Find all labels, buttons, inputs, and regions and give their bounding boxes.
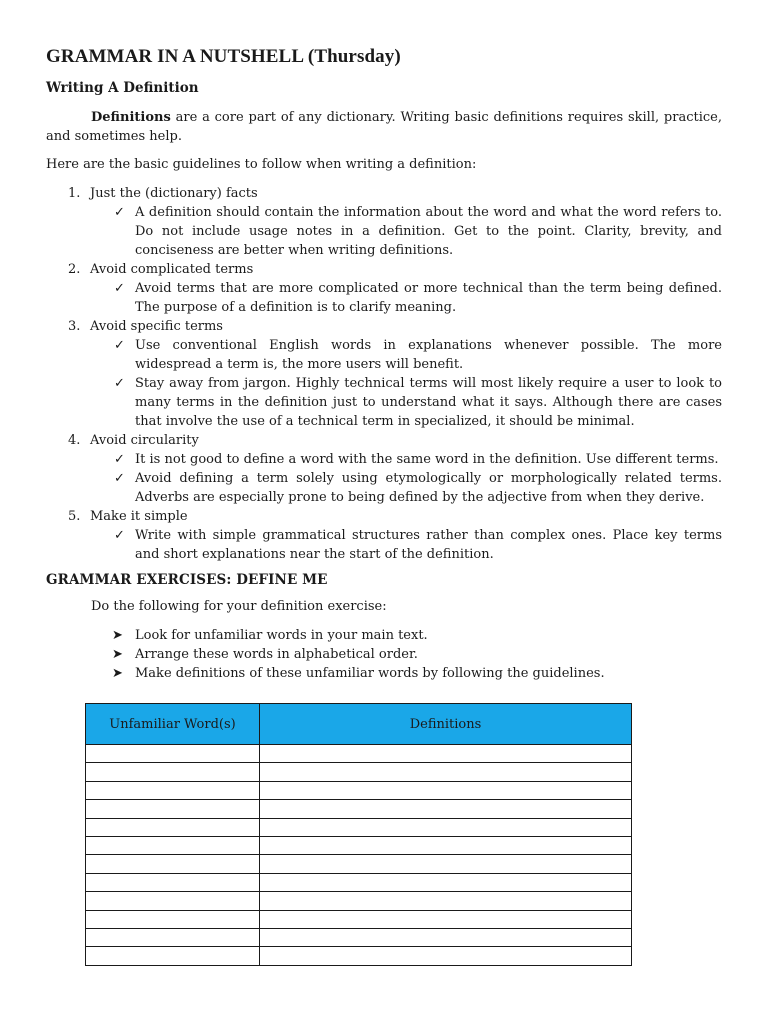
word-cell[interactable] [86, 947, 260, 965]
arrow-bullet-icon: ➤ [112, 628, 123, 643]
exercise-step [46, 645, 722, 664]
definition-cell[interactable] [260, 947, 632, 965]
intro-bold-term: Definitions [91, 110, 171, 125]
document-page [46, 44, 722, 683]
guidelines-list [46, 184, 722, 564]
exercise-step-text: Arrange these words in alphabetical order. [135, 647, 418, 662]
guideline-point [90, 469, 722, 507]
guideline-item [46, 431, 722, 507]
table-row [86, 763, 632, 781]
guideline-point-text: Use conventional English words in explanations whenever possible. The more widespread a term is, the more users will benefit. [135, 338, 722, 372]
guideline-number: 4. [68, 433, 81, 448]
guideline-item [46, 260, 722, 317]
guideline-point [90, 279, 722, 317]
arrow-bullet-icon: ➤ [112, 647, 123, 662]
table-row [86, 947, 632, 965]
intro-text: are a core part of any dictionary. Writing basic definitions requires skill, practice, and sometimes help. [46, 110, 722, 144]
table-row [86, 873, 632, 891]
word-cell[interactable] [86, 910, 260, 928]
exercise-step [46, 626, 722, 645]
table-row [86, 836, 632, 854]
intro-paragraph [46, 108, 722, 146]
word-cell[interactable] [86, 873, 260, 891]
guidelines-lead: Here are the basic guidelines to follow when writing a definition: [46, 157, 477, 172]
table-row [86, 928, 632, 946]
checkmark-icon: ✓ [114, 205, 125, 220]
guideline-points [90, 336, 722, 431]
exercise-step [46, 664, 722, 683]
checkmark-icon: ✓ [114, 338, 125, 353]
word-cell[interactable] [86, 836, 260, 854]
table-row [86, 892, 632, 910]
checkmark-icon: ✓ [114, 376, 125, 391]
checkmark-icon: ✓ [114, 452, 125, 467]
checkmark-icon: ✓ [114, 281, 125, 296]
guideline-number: 2. [68, 262, 81, 277]
exercise-step-text: Look for unfamiliar words in your main text. [135, 628, 428, 643]
word-cell[interactable] [86, 928, 260, 946]
table-row [86, 910, 632, 928]
definition-cell[interactable] [260, 892, 632, 910]
guideline-item [46, 317, 722, 431]
table-row [86, 818, 632, 836]
guideline-number: 1. [68, 186, 81, 201]
checkmark-icon: ✓ [114, 471, 125, 486]
guideline-title: Avoid circularity [90, 433, 199, 448]
definitions-table [85, 703, 632, 966]
guideline-point-text: A definition should contain the information about the word and what the word refers to. Do not include usage notes in a definition. Get to the point. Clarity, brevity, and conciseness are better when writing definitions. [135, 205, 722, 258]
guideline-point [90, 450, 722, 469]
guideline-points [90, 203, 722, 260]
guideline-points [90, 526, 722, 564]
table-row [86, 781, 632, 799]
guideline-title: Avoid complicated terms [90, 262, 254, 277]
guideline-points [90, 450, 722, 507]
word-cell[interactable] [86, 855, 260, 873]
guideline-point [90, 336, 722, 374]
guideline-item [46, 184, 722, 260]
guideline-point [90, 203, 722, 260]
header-definitions: Definitions [260, 704, 632, 745]
guideline-number: 5. [68, 509, 81, 524]
definition-cell[interactable] [260, 910, 632, 928]
guideline-title: Make it simple [90, 509, 188, 524]
definition-cell[interactable] [260, 855, 632, 873]
guideline-title: Just the (dictionary) facts [90, 186, 258, 201]
table-row [86, 745, 632, 763]
definition-cell[interactable] [260, 800, 632, 818]
exercise-steps [46, 626, 722, 683]
exercise-heading: GRAMMAR EXERCISES: DEFINE ME [46, 572, 328, 588]
definition-cell[interactable] [260, 781, 632, 799]
definition-cell[interactable] [260, 873, 632, 891]
guideline-number: 3. [68, 319, 81, 334]
table-row [86, 855, 632, 873]
word-cell[interactable] [86, 892, 260, 910]
guideline-item [46, 507, 722, 564]
definition-cell[interactable] [260, 836, 632, 854]
guideline-point-text: Avoid terms that are more complicated or more technical than the term being defined. The purpose of a definition is to clarify meaning. [135, 281, 722, 315]
definition-cell[interactable] [260, 745, 632, 763]
guideline-point-text: It is not good to define a word with the same word in the definition. Use different terms. [135, 452, 719, 467]
exercise-step-text: Make definitions of these unfamiliar words by following the guidelines. [135, 666, 605, 681]
definition-cell[interactable] [260, 763, 632, 781]
table-header-row [86, 704, 632, 745]
guideline-point [90, 374, 722, 431]
page-title: GRAMMAR IN A NUTSHELL (Thursday) [46, 46, 401, 67]
guideline-point [90, 526, 722, 564]
header-unfamiliar-words: Unfamiliar Word(s) [86, 704, 260, 745]
word-cell[interactable] [86, 763, 260, 781]
word-cell[interactable] [86, 818, 260, 836]
word-cell[interactable] [86, 745, 260, 763]
definition-cell[interactable] [260, 818, 632, 836]
guideline-point-text: Avoid defining a term solely using etymologically or morphologically related terms. Adverbs are especially prone to being defined by the adjective from when they derive. [135, 471, 722, 505]
definition-cell[interactable] [260, 928, 632, 946]
exercise-lead: Do the following for your definition exercise: [91, 599, 387, 614]
word-cell[interactable] [86, 800, 260, 818]
guideline-point-text: Write with simple grammatical structures rather than complex ones. Place key terms and short explanations near the start of the definition. [135, 528, 722, 562]
table-row [86, 800, 632, 818]
guideline-point-text: Stay away from jargon. Highly technical terms will most likely require a user to look to many terms in the definition just to understand what it says. Although there are cases that involve the use of a technical term in specialized, it should be minimal. [135, 376, 722, 429]
word-cell[interactable] [86, 781, 260, 799]
arrow-bullet-icon: ➤ [112, 666, 123, 681]
section-subtitle: Writing A Definition [46, 80, 199, 96]
checkmark-icon: ✓ [114, 528, 125, 543]
guideline-title: Avoid specific terms [90, 319, 223, 334]
guideline-points [90, 279, 722, 317]
